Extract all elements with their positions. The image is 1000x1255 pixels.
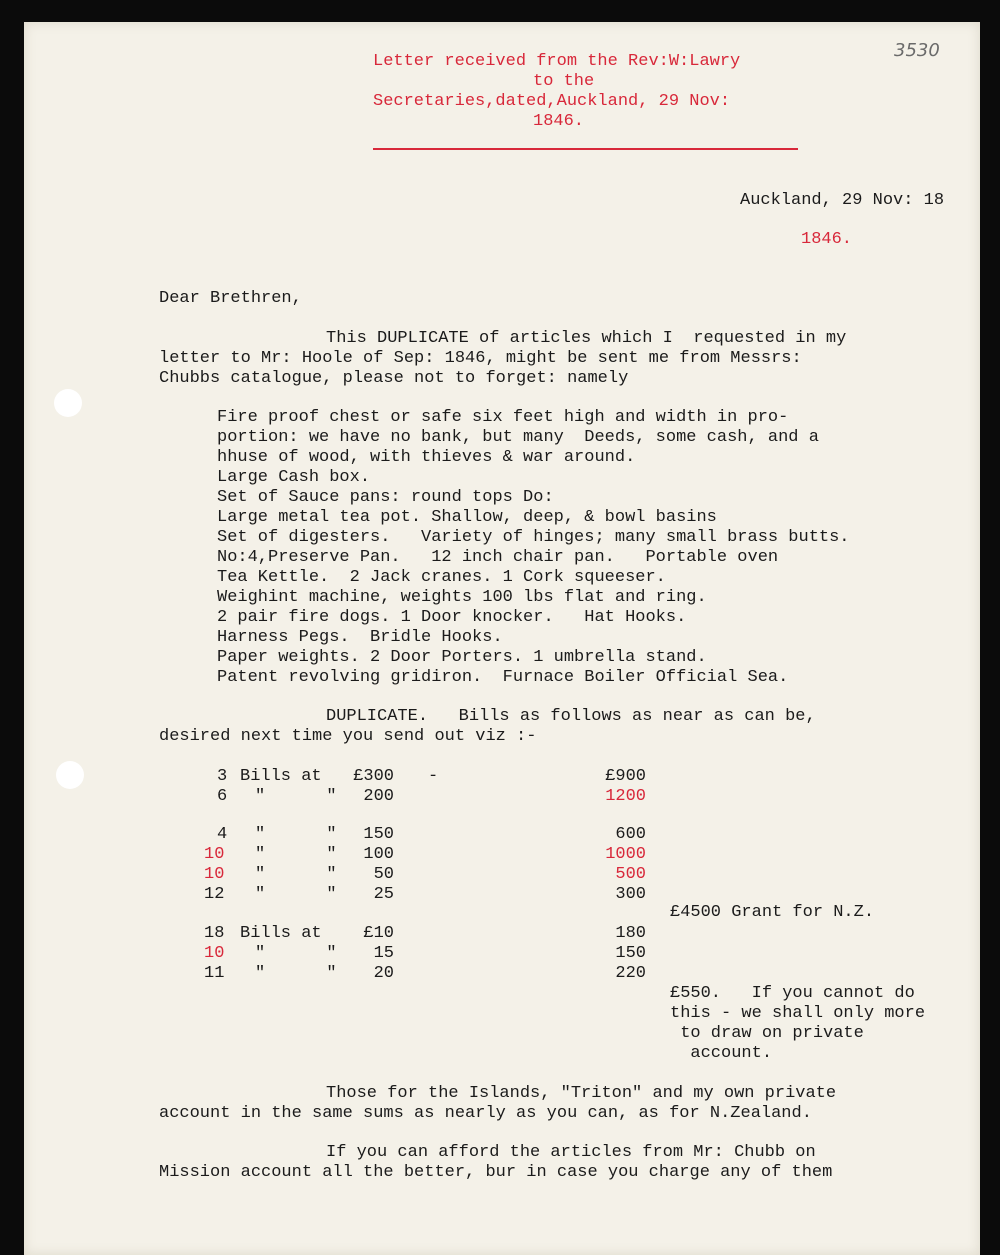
article-line: Paper weights. 2 Door Porters. 1 umbrella stand. <box>217 648 707 667</box>
bill-amount: 150 <box>363 825 394 844</box>
paragraph-line: account in the same sums as nearly as you can, as for N.Zealand. <box>159 1104 812 1123</box>
bill-total: 220 <box>615 964 646 983</box>
bill-total: 600 <box>615 825 646 844</box>
note-line: account. <box>670 1044 773 1063</box>
bill-amount: 200 <box>363 787 394 806</box>
bill-total: £900 <box>605 767 646 786</box>
bill-desc: " " <box>255 865 337 884</box>
bill-amount: 25 <box>373 885 394 904</box>
bill-desc: " " <box>255 787 337 806</box>
article-line: Set of Sauce pans: round tops Do: <box>217 488 554 507</box>
article-line: Large Cash box. <box>217 468 371 487</box>
article-line: Large metal tea pot. Shallow, deep, & bowl basins <box>217 508 717 527</box>
bill-desc: " " <box>255 825 337 844</box>
bill-qty: 4 <box>217 825 228 844</box>
bill-qty: 6 <box>217 787 228 806</box>
bill-desc: Bills at <box>240 767 322 786</box>
bill-qty: 18 <box>204 924 225 943</box>
article-line: Tea Kettle. 2 Jack cranes. 1 Cork squeeser. <box>217 568 666 587</box>
bill-qty: 10 <box>204 845 225 864</box>
bill-amount: 15 <box>373 944 394 963</box>
bill-amount: £300 <box>353 767 394 786</box>
heading-line: Secretaries,dated,Auckland, 29 Nov: <box>373 92 731 111</box>
punch-hole <box>54 389 82 417</box>
bill-total: 180 <box>615 924 646 943</box>
bill-total: 150 <box>615 944 646 963</box>
heading-line: to the <box>533 72 595 91</box>
article-line: 2 pair fire dogs. 1 Door knocker. Hat Hooks. <box>217 608 687 627</box>
note-line: to draw on private <box>670 1024 864 1043</box>
grant-note: £4500 Grant for N.Z. <box>670 903 875 922</box>
article-line: Weighint machine, weights 100 lbs flat and ring. <box>217 588 707 607</box>
article-line: Harness Pegs. Bridle Hooks. <box>217 628 503 647</box>
bill-amount: 50 <box>373 865 394 884</box>
bill-total: 500 <box>615 865 646 884</box>
note-line: £550. If you cannot do <box>670 984 915 1003</box>
paragraph-line: This DUPLICATE of articles which I requested in my <box>326 329 847 348</box>
bill-amount: 20 <box>373 964 394 983</box>
bill-qty: 10 <box>204 944 225 963</box>
article-line: hhuse of wood, with thieves & war around. <box>217 448 636 467</box>
paragraph-line: letter to Mr: Hoole of Sep: 1846, might be sent me from Messrs: <box>159 349 802 368</box>
bill-qty: 10 <box>204 865 225 884</box>
dateline: Auckland, 29 Nov: 18 <box>740 191 945 210</box>
bill-qty: 11 <box>204 964 225 983</box>
paragraph-line: DUPLICATE. Bills as follows as near as can be, <box>326 707 816 726</box>
bill-qty: 3 <box>217 767 228 786</box>
bill-dash: - <box>428 767 439 786</box>
paragraph-line: Those for the Islands, "Triton" and my own private <box>326 1084 837 1103</box>
archive-number: 3530 <box>894 40 940 61</box>
bill-amount: 100 <box>363 845 394 864</box>
bill-total: 1000 <box>605 845 646 864</box>
article-line: Patent revolving gridiron. Furnace Boiler Official Sea. <box>217 668 789 687</box>
heading-line: Letter received from the Rev:W:Lawry <box>373 52 741 71</box>
note-line: this - we shall only more <box>670 1004 926 1023</box>
bill-desc: " " <box>255 885 337 904</box>
paragraph-line: Mission account all the better, bur in case you charge any of them <box>159 1163 833 1182</box>
punch-hole <box>56 761 84 789</box>
dateline-year: 1846. <box>801 230 853 249</box>
paragraph-line: desired next time you send out viz :- <box>159 727 537 746</box>
article-line: Fire proof chest or safe six feet high and width in pro- <box>217 408 789 427</box>
salutation: Dear Brethren, <box>159 289 302 308</box>
paragraph-line: Chubbs catalogue, please not to forget: namely <box>159 369 629 388</box>
bill-desc: " " <box>255 944 337 963</box>
heading-underline <box>373 148 798 150</box>
bill-total: 1200 <box>605 787 646 806</box>
article-line: No:4,Preserve Pan. 12 inch chair pan. Portable oven <box>217 548 779 567</box>
bill-desc: " " <box>255 964 337 983</box>
heading-line: 1846. <box>533 112 585 131</box>
bill-total: 300 <box>615 885 646 904</box>
bill-qty: 12 <box>204 885 225 904</box>
bill-desc: Bills at <box>240 924 322 943</box>
article-line: Set of digesters. Variety of hinges; many small brass butts. <box>217 528 850 547</box>
paragraph-line: If you can afford the articles from Mr: Chubb on <box>326 1143 816 1162</box>
letter-page <box>24 22 980 1255</box>
bill-desc: " " <box>255 845 337 864</box>
bill-amount: £10 <box>363 924 394 943</box>
article-line: portion: we have no bank, but many Deeds, some cash, and a <box>217 428 819 447</box>
